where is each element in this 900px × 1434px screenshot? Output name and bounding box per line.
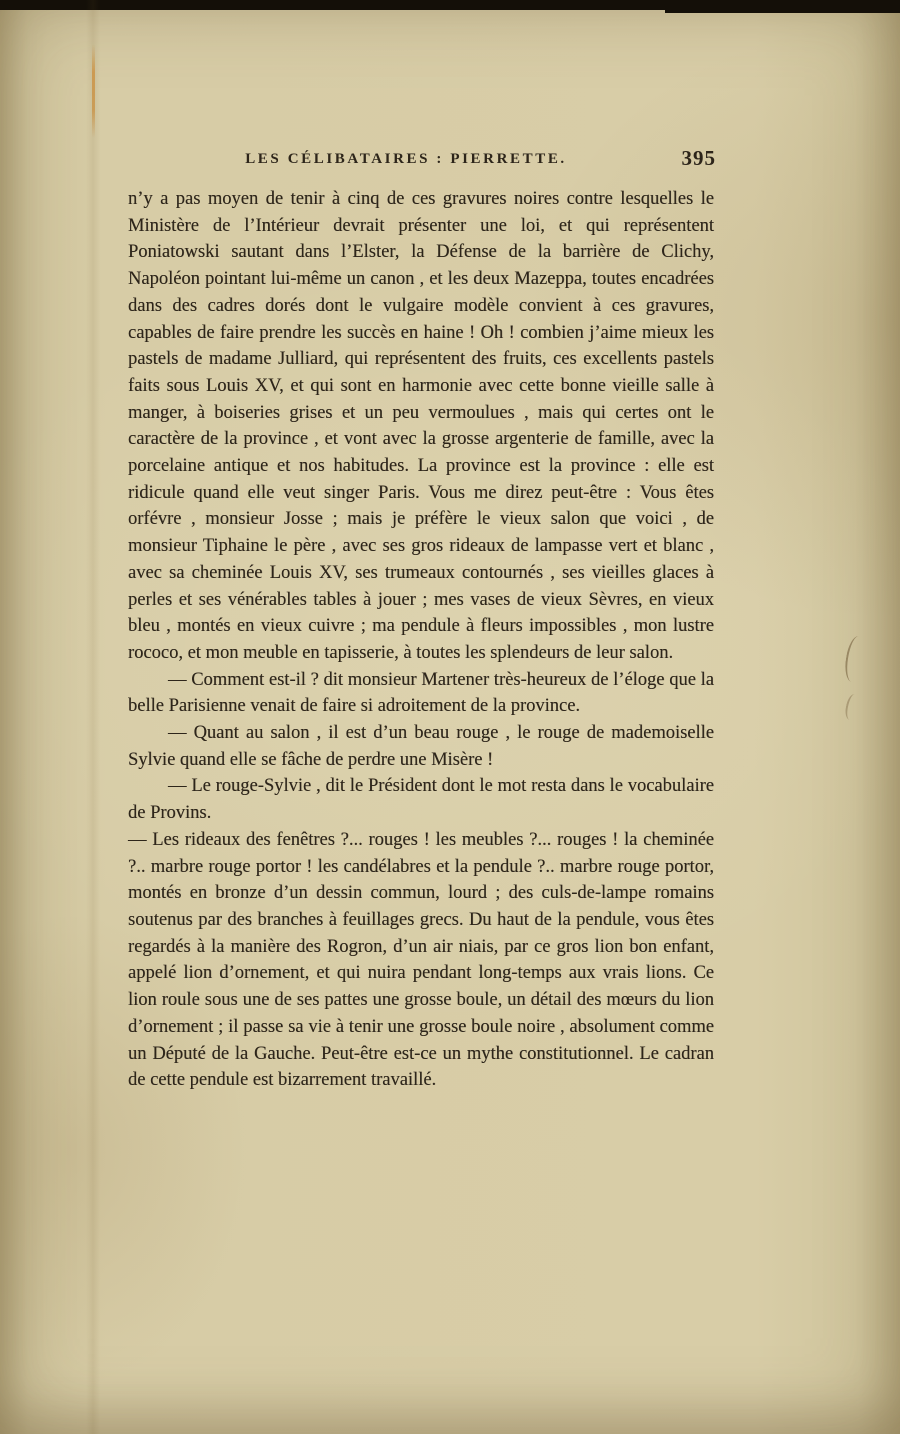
paper-crease-mark [92, 44, 95, 138]
margin-pencil-mark [843, 693, 860, 721]
paragraph: n’y a pas moyen de tenir à cinq de ces gravures noires contre lesquelles le Ministère de l’Intérieur devrait présenter une loi, et qui représentent Poniatowski sautant dans l’Elster, la Défense de la barrière de Clichy, Napoléon pointant lui-même un canon , et les deux Mazeppa, toutes encadrées dans des cadres dorés dont le vulgaire modèle convient à ces gravures, capables de faire prendre les succès en haine ! Oh ! combien j’aime mieux les pastels de madame Julliard, qui représentent des fruits, ces excellents pastels faits sous Louis XV, et qui sont en harmonie avec cette bonne vieille salle à manger, à boiseries grises et un peu vermoulues , mais qui certes ont le caractère de la province , et vont avec la grosse argenterie de famille, avec la porcelaine antique et nos habitudes. La province est la province : elle est ridicule quand elle veut singer Paris. Vous me direz peut-être : Vous êtes orfévre , monsieur Josse ; mais je préfère le vieux salon que voici , de monsieur Tiphaine le père , avec ses gros rideaux de lampasse vert et blanc , avec sa cheminée Louis XV, ses trumeaux contournés , ses vieilles glaces à perles et ses vénérables tables à jouer ; mes vases de vieux Sèvres, en vieux bleu , montés en vieux cuivre ; ma pendule à fleurs impossibles , mon lustre rococo, et mon meuble en tapisserie, à toutes les splendeurs de leur salon. [128, 189, 714, 663]
page-number: 395 [681, 146, 716, 170]
page-gutter-shadow [86, 0, 100, 1434]
paragraph: — Quant au salon , il est d’un beau rouge , le rouge de mademoiselle Sylvie quand elle se fâche de perdre une Misère ! [128, 723, 714, 770]
paragraph: — Comment est-il ? dit monsieur Martener très-heureux de l’éloge que la belle Parisienne venait de faire si adroitement de la province. [128, 669, 714, 717]
paragraph: — Le rouge-Sylvie , dit le Président dont le mot resta dans le vocabulaire de Provins. [128, 776, 714, 824]
running-title: LES CÉLIBATAIRES : PIERRETTE. [245, 151, 567, 167]
paragraph: — Les rideaux des fenêtres ?... rouges ! les meubles ?... rouges ! la cheminée ?.. marbre rouge portor ! les candélabres et la pendule ?.. marbre rouge portor, montés en bronze d’un dessin commun, lourd ; des culs-de-lampe romains soutenus par des branches à feuillages grecs. Du haut de la pendule, vous êtes regardés à la manière des Rogron, d’un air niais, par ce gros lion bon enfant, appelé lion d’ornement, et qui nuira pendant long-temps aux vrais lions. Ce lion roule sous une de ses pattes une grosse boule, un détail des mœurs du lion d’ornement ; il passe sa vie à tenir une grosse boule noire , absolument comme un Député de la Gauche. Peut-être est-ce un mythe constitutionnel. Le cadran de cette pendule est bizarrement travaillé. [128, 829, 714, 1091]
scan-edge-artifact [0, 0, 900, 10]
margin-pencil-mark [843, 635, 868, 683]
body-text-block [128, 186, 714, 1094]
running-header [128, 148, 714, 174]
